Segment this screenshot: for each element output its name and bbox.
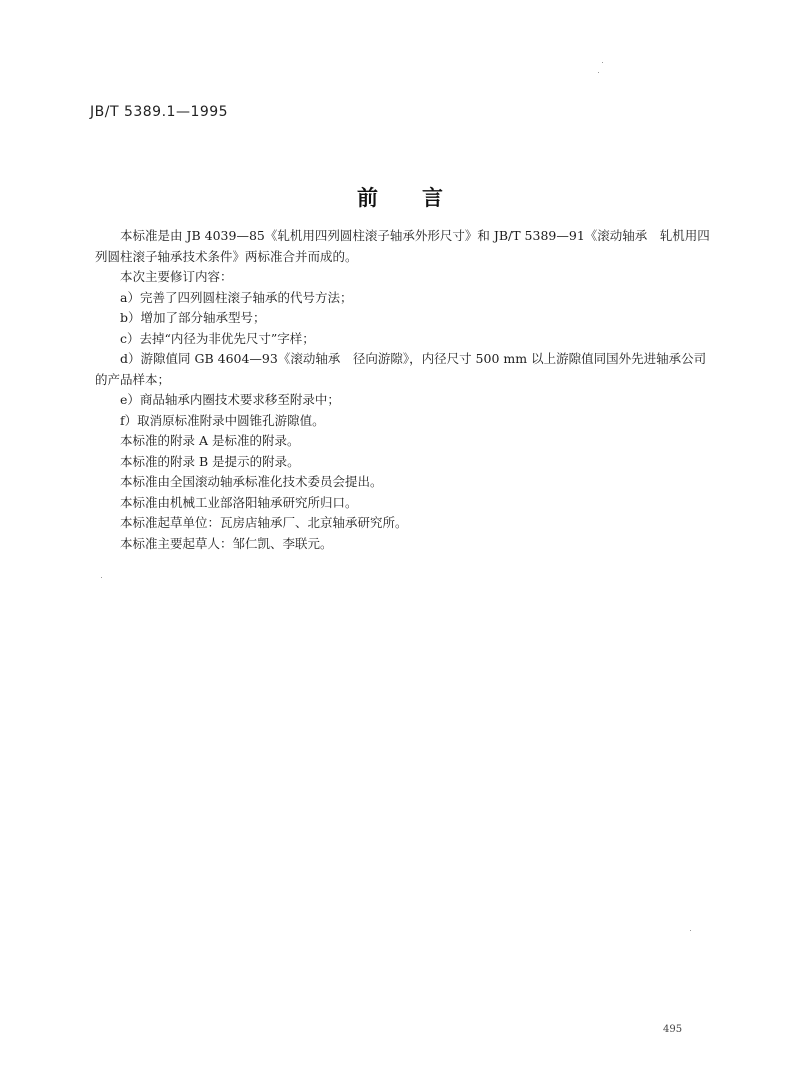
- scan-speck: [602, 62, 603, 63]
- list-item: d）游隙值同 GB 4604—93《滚动轴承 径向游隙》，内径尺寸 500 mm 以上游隙值同国外先进轴承公司的产品样本；: [95, 351, 707, 387]
- list-item: f）取消原标准附录中圆锥孔游隙值。: [120, 412, 325, 428]
- paragraph: 本标准的附录 A 是标准的附录。: [120, 433, 300, 448]
- paragraph: 本标准是由 JB 4039—85《轧机用四列圆柱滚子轴承外形尺寸》和 JB/T 5389—91《滚动轴承 轧机用四列圆柱滚子轴承技术条件》两标准合并而成的。: [95, 228, 710, 264]
- paragraph: 本标准由全国滚动轴承标准化技术委员会提出。: [120, 474, 383, 489]
- page-title: 前言: [357, 186, 487, 210]
- list-item: a）完善了四列圆柱滚子轴承的代号方法；: [120, 289, 353, 305]
- page-number: 495: [663, 1024, 683, 1035]
- standard-code: JB/T 5389.1—1995: [90, 104, 229, 120]
- list-item: e）商品轴承内圈技术要求移至附录中；: [120, 392, 340, 407]
- paragraph: 本标准起草单位：瓦房店轴承厂、北京轴承研究所。: [120, 515, 408, 530]
- scan-speck: [690, 930, 691, 931]
- scan-speck: [101, 577, 102, 578]
- paragraph: 本标准主要起草人：邹仁凯、李联元。: [120, 535, 333, 551]
- paragraph: 本标准的附录 B 是提示的附录。: [120, 453, 300, 469]
- list-item: c）去掉“内径为非优先尺寸”字样；: [120, 330, 315, 346]
- paragraph: 本标准由机械工业部洛阳轴承研究所归口。: [120, 494, 358, 510]
- paragraph: 本次主要修订内容：: [120, 269, 233, 284]
- list-item: b）增加了部分轴承型号；: [120, 310, 266, 325]
- foreword-body: [95, 226, 715, 554]
- scan-speck: [598, 72, 599, 73]
